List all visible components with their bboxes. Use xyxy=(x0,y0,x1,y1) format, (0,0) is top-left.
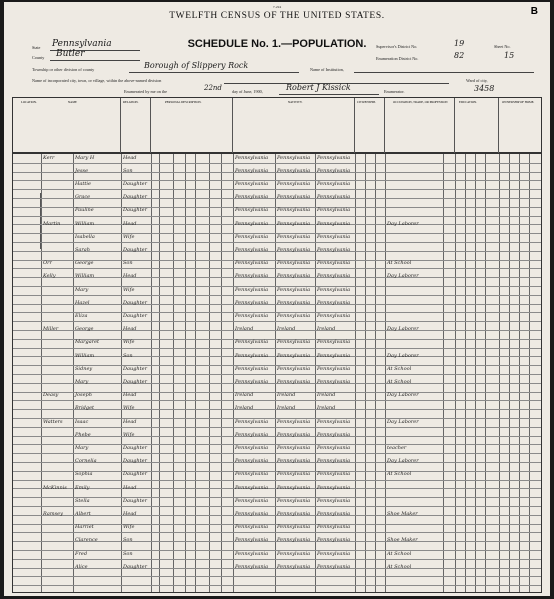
grid-row-rule xyxy=(13,295,541,296)
entry-occupation: At School xyxy=(387,550,412,557)
sheet-label: Sheet No. xyxy=(494,44,511,49)
entry-occupation: Shoe Maker xyxy=(387,510,418,517)
entry-birthplace: Pennsylvania xyxy=(235,537,269,544)
entry-birthplace: Ireland xyxy=(235,405,254,412)
stamp-number: 3458 xyxy=(474,84,495,93)
grid-column-rule xyxy=(151,154,152,592)
entry-relation: Daughter xyxy=(123,444,147,451)
entry-relation: Daughter xyxy=(123,299,147,306)
entry-relation: Wife xyxy=(123,524,135,531)
entry-mother-birthplace: Pennsylvania xyxy=(317,458,351,465)
entry-birthplace: Pennsylvania xyxy=(235,154,269,161)
grid-row-rule xyxy=(13,532,541,533)
entry-father-birthplace: Pennsylvania xyxy=(277,365,311,372)
entry-birthplace: Ireland xyxy=(235,326,254,333)
entry-birthplace: Pennsylvania xyxy=(235,194,269,201)
enumeration-label: Enumeration District No. xyxy=(376,56,419,61)
census-grid xyxy=(12,153,542,593)
entry-birthplace: Pennsylvania xyxy=(235,471,269,478)
entry-given-name: Phebe xyxy=(75,431,91,438)
entry-relation: Daughter xyxy=(123,497,147,504)
entry-given-name: George xyxy=(75,326,94,333)
entry-father-birthplace: Pennsylvania xyxy=(277,537,311,544)
entry-given-name: Mary xyxy=(75,378,89,385)
enumerated-label: Enumerated by me on the xyxy=(124,89,168,94)
enumerator-name: Robert J Kissick xyxy=(286,83,351,92)
entry-birthplace: Pennsylvania xyxy=(235,563,269,570)
entry-given-name: Sarah xyxy=(75,246,90,253)
entry-surname: Martin xyxy=(43,220,61,227)
entry-relation: Wife xyxy=(123,233,135,240)
entry-occupation: Day Laborer xyxy=(387,220,419,227)
entry-given-name: Alice xyxy=(75,563,88,570)
entry-relation: Daughter xyxy=(123,246,147,253)
entry-mother-birthplace: Pennsylvania xyxy=(317,524,351,531)
grid-row-rule xyxy=(13,427,541,428)
entry-father-birthplace: Pennsylvania xyxy=(277,497,311,504)
entry-father-birthplace: Ireland xyxy=(277,326,296,333)
township-value: Borough of Slippery Rock xyxy=(144,61,249,70)
entry-mother-birthplace: Pennsylvania xyxy=(317,233,351,240)
entry-mother-birthplace: Pennsylvania xyxy=(317,352,351,359)
entry-relation: Son xyxy=(123,550,133,557)
entry-father-birthplace: Pennsylvania xyxy=(277,524,311,531)
entry-father-birthplace: Pennsylvania xyxy=(277,273,311,280)
ward-label: Ward of city, xyxy=(466,78,488,83)
entry-occupation: Shoe Maker xyxy=(387,537,418,544)
entry-father-birthplace: Pennsylvania xyxy=(277,167,311,174)
entry-father-birthplace: Pennsylvania xyxy=(277,286,311,293)
entry-relation: Daughter xyxy=(123,312,147,319)
col-relation: RELATION. xyxy=(123,100,139,104)
enumerator-label: Enumerator. xyxy=(384,89,405,94)
entry-relation: Wife xyxy=(123,286,135,293)
supervisor-value: 19 xyxy=(454,39,465,48)
entry-birthplace: Pennsylvania xyxy=(235,352,269,359)
grid-row-rule xyxy=(13,374,541,375)
entry-given-name: Fred xyxy=(75,550,88,557)
grid-row-rule xyxy=(13,585,541,586)
entry-birthplace: Pennsylvania xyxy=(235,260,269,267)
entry-given-name: Margaret xyxy=(75,339,100,346)
entry-mother-birthplace: Pennsylvania xyxy=(317,497,351,504)
col-name: NAME xyxy=(68,100,77,104)
entry-father-birthplace: Pennsylvania xyxy=(277,194,311,201)
enumeration-value: 82 xyxy=(454,51,465,60)
supervisor-label: Supervisor's District No. xyxy=(376,44,418,49)
entry-given-name: Jesse xyxy=(75,167,89,174)
grid-column-rule xyxy=(233,154,234,592)
entry-birthplace: Pennsylvania xyxy=(235,220,269,227)
entry-father-birthplace: Pennsylvania xyxy=(277,550,311,557)
entry-given-name: Hazel xyxy=(75,299,90,306)
entry-given-name: Cornelia xyxy=(75,458,97,465)
entry-father-birthplace: Pennsylvania xyxy=(277,484,311,491)
entry-mother-birthplace: Pennsylvania xyxy=(317,418,351,425)
grid-row-rule xyxy=(13,242,541,243)
grid-column-rule xyxy=(173,154,174,592)
entry-given-name: Hattie xyxy=(75,180,91,187)
entry-surname: Kelly xyxy=(43,273,56,280)
entry-relation: Wife xyxy=(123,431,135,438)
grid-row-rule xyxy=(13,400,541,401)
entry-mother-birthplace: Pennsylvania xyxy=(317,260,351,267)
entry-birthplace: Pennsylvania xyxy=(235,246,269,253)
entry-mother-birthplace: Pennsylvania xyxy=(317,299,351,306)
entry-mother-birthplace: Pennsylvania xyxy=(317,365,351,372)
entry-mother-birthplace: Ireland xyxy=(317,392,336,399)
entry-relation: Son xyxy=(123,260,133,267)
entry-surname: McKinnis xyxy=(43,484,67,491)
entry-father-birthplace: Pennsylvania xyxy=(277,352,311,359)
entry-father-birthplace: Pennsylvania xyxy=(277,233,311,240)
entry-given-name: Mary xyxy=(75,286,89,293)
entry-mother-birthplace: Pennsylvania xyxy=(317,207,351,214)
form-number: 7-224 xyxy=(272,5,282,9)
entry-given-name: Bridget xyxy=(75,405,95,412)
entry-occupation: At School xyxy=(387,563,412,570)
entry-occupation: Day Laborer xyxy=(387,392,419,399)
entry-relation: Daughter xyxy=(123,378,147,385)
grid-row-rule xyxy=(13,453,541,454)
entry-given-name: Emily xyxy=(75,484,90,491)
entry-given-name: Mary xyxy=(75,444,89,451)
entry-father-birthplace: Pennsylvania xyxy=(277,339,311,346)
entry-mother-birthplace: Pennsylvania xyxy=(317,167,351,174)
entry-birthplace: Pennsylvania xyxy=(235,312,269,319)
grid-column-rule xyxy=(509,154,510,592)
entry-relation: Head xyxy=(123,154,137,161)
entry-occupation: At School xyxy=(387,378,412,385)
entry-given-name: Sidney xyxy=(75,365,93,372)
entry-father-birthplace: Pennsylvania xyxy=(277,180,311,187)
entry-mother-birthplace: Pennsylvania xyxy=(317,312,351,319)
entry-mother-birthplace: Pennsylvania xyxy=(317,444,351,451)
township-label: Township or other division of county xyxy=(32,67,95,72)
entry-occupation: Day Laborer xyxy=(387,418,419,425)
entry-father-birthplace: Pennsylvania xyxy=(277,220,311,227)
entry-given-name: Grace xyxy=(75,194,91,201)
entry-surname: Miller xyxy=(43,326,59,333)
entry-mother-birthplace: Pennsylvania xyxy=(317,550,351,557)
grid-column-rule xyxy=(159,154,160,592)
entry-father-birthplace: Pennsylvania xyxy=(277,378,311,385)
entry-relation: Son xyxy=(123,537,133,544)
entry-father-birthplace: Ireland xyxy=(277,405,296,412)
entry-birthplace: Pennsylvania xyxy=(235,431,269,438)
entry-relation: Daughter xyxy=(123,458,147,465)
entry-father-birthplace: Pennsylvania xyxy=(277,299,311,306)
grid-column-rule xyxy=(195,154,196,592)
entry-relation: Daughter xyxy=(123,365,147,372)
entry-surname: Deasy xyxy=(43,392,59,399)
grid-row-rule xyxy=(13,268,541,269)
entry-father-birthplace: Pennsylvania xyxy=(277,207,311,214)
enumerated-day: 22nd xyxy=(204,84,222,92)
entry-given-name: Isaac xyxy=(75,418,89,425)
entry-father-birthplace: Pennsylvania xyxy=(277,471,311,478)
entry-father-birthplace: Pennsylvania xyxy=(277,246,311,253)
entry-given-name: Isabella xyxy=(75,233,95,240)
col-occupation: OCCUPATION, TRADE, OR PROFESSION xyxy=(393,100,448,104)
entry-relation: Son xyxy=(123,167,133,174)
entry-given-name: Clarence xyxy=(75,537,98,544)
grid-row-rule xyxy=(13,216,541,217)
schedule-title: SCHEDULE No. 1.—POPULATION. xyxy=(187,38,367,50)
entry-birthplace: Ireland xyxy=(235,392,254,399)
entry-relation: Daughter xyxy=(123,194,147,201)
entry-given-name: William xyxy=(75,273,95,280)
grid-column-rule xyxy=(475,154,476,592)
entry-father-birthplace: Pennsylvania xyxy=(277,431,311,438)
col-education: EDUCATION. xyxy=(459,100,477,104)
grid-column-rule xyxy=(275,154,276,592)
sheet-letter: B xyxy=(530,6,538,17)
entry-relation: Wife xyxy=(123,339,135,346)
entry-birthplace: Pennsylvania xyxy=(235,207,269,214)
entry-birthplace: Pennsylvania xyxy=(235,180,269,187)
entry-birthplace: Pennsylvania xyxy=(235,299,269,306)
entry-mother-birthplace: Pennsylvania xyxy=(317,286,351,293)
grid-row-rule xyxy=(13,163,541,164)
sheet-value: 15 xyxy=(504,51,515,60)
entry-relation: Head xyxy=(123,484,137,491)
grid-column-rule xyxy=(443,154,444,592)
entry-occupation: Day Laborer xyxy=(387,352,419,359)
col-location: LOCATION. xyxy=(21,100,37,104)
column-header-box xyxy=(12,97,542,153)
entry-given-name: Harriet xyxy=(75,524,94,531)
entry-mother-birthplace: Pennsylvania xyxy=(317,378,351,385)
grid-row-rule xyxy=(13,189,541,190)
entry-relation: Daughter xyxy=(123,471,147,478)
entry-given-name: William xyxy=(75,352,95,359)
entry-given-name: Albert xyxy=(75,510,91,517)
grid-column-rule xyxy=(355,154,356,592)
entry-mother-birthplace: Pennsylvania xyxy=(317,537,351,544)
grid-column-rule xyxy=(499,154,500,592)
grid-column-rule xyxy=(41,154,42,592)
entry-relation: Daughter xyxy=(123,180,147,187)
entry-birthplace: Pennsylvania xyxy=(235,444,269,451)
grid-column-rule xyxy=(121,154,122,592)
entry-mother-birthplace: Pennsylvania xyxy=(317,246,351,253)
entry-father-birthplace: Pennsylvania xyxy=(277,312,311,319)
county-value: Butler xyxy=(56,49,85,59)
grid-column-rule xyxy=(455,154,456,592)
entry-mother-birthplace: Pennsylvania xyxy=(317,220,351,227)
grid-row-rule xyxy=(13,348,541,349)
entry-father-birthplace: Pennsylvania xyxy=(277,563,311,570)
entry-mother-birthplace: Pennsylvania xyxy=(317,563,351,570)
entry-birthplace: Pennsylvania xyxy=(235,339,269,346)
grid-column-rule xyxy=(209,154,210,592)
entry-occupation: Day Laborer xyxy=(387,458,419,465)
grid-column-rule xyxy=(485,154,486,592)
grid-column-rule xyxy=(365,154,366,592)
entry-given-name: Mary H xyxy=(75,154,95,161)
entry-given-name: Joseph xyxy=(75,392,92,399)
entry-relation: Daughter xyxy=(123,563,147,570)
grid-row-rule xyxy=(13,321,541,322)
col-nativity: NATIVITY. xyxy=(288,100,303,104)
entry-father-birthplace: Pennsylvania xyxy=(277,510,311,517)
grid-row-rule xyxy=(13,576,541,577)
state-value: Pennsylvania xyxy=(52,39,112,49)
incorporated-label: Name of incorporated city, town, or village, within the above-named division xyxy=(32,78,162,83)
entry-surname: Orr xyxy=(43,260,52,267)
entry-given-name: Sophia xyxy=(75,471,93,478)
grid-column-rule xyxy=(519,154,520,592)
entry-father-birthplace: Ireland xyxy=(277,392,296,399)
entry-given-name: Stella xyxy=(75,497,90,504)
entry-mother-birthplace: Pennsylvania xyxy=(317,484,351,491)
entry-mother-birthplace: Pennsylvania xyxy=(317,339,351,346)
entry-father-birthplace: Pennsylvania xyxy=(277,154,311,161)
entry-mother-birthplace: Pennsylvania xyxy=(317,180,351,187)
entry-occupation: Day Laborer xyxy=(387,273,419,280)
col-personal: PERSONAL DESCRIPTION. xyxy=(165,100,202,104)
entry-birthplace: Pennsylvania xyxy=(235,550,269,557)
entry-birthplace: Pennsylvania xyxy=(235,365,269,372)
entry-relation: Wife xyxy=(123,405,135,412)
entry-surname: Watters xyxy=(43,418,63,425)
entry-surname: Kerr xyxy=(43,154,55,161)
entry-birthplace: Pennsylvania xyxy=(235,273,269,280)
census-sheet xyxy=(4,2,550,596)
entry-given-name: Pauline xyxy=(75,207,94,214)
entry-birthplace: Pennsylvania xyxy=(235,510,269,517)
entry-occupation: At School xyxy=(387,260,412,267)
grid-row-rule xyxy=(13,506,541,507)
grid-column-rule xyxy=(385,154,386,592)
grid-row-rule xyxy=(13,559,541,560)
entry-mother-birthplace: Pennsylvania xyxy=(317,431,351,438)
grid-column-rule xyxy=(315,154,316,592)
grid-column-rule xyxy=(375,154,376,592)
county-label: County xyxy=(32,55,45,60)
entry-mother-birthplace: Pennsylvania xyxy=(317,510,351,517)
col-ownership: OWNERSHIP OF HOME. xyxy=(502,100,535,104)
entry-father-birthplace: Pennsylvania xyxy=(277,418,311,425)
grid-column-rule xyxy=(185,154,186,592)
entry-birthplace: Pennsylvania xyxy=(235,167,269,174)
entry-mother-birthplace: Ireland xyxy=(317,326,336,333)
entry-mother-birthplace: Ireland xyxy=(317,405,336,412)
entry-relation: Head xyxy=(123,220,137,227)
entry-given-name: Eliza xyxy=(75,312,88,319)
grid-column-rule xyxy=(465,154,466,592)
entry-relation: Head xyxy=(123,510,137,517)
entry-mother-birthplace: Pennsylvania xyxy=(317,194,351,201)
entry-birthplace: Pennsylvania xyxy=(235,378,269,385)
day-of-label: day of June, 1900, xyxy=(232,89,263,94)
entry-father-birthplace: Pennsylvania xyxy=(277,444,311,451)
entry-relation: Head xyxy=(123,392,137,399)
census-title: TWELFTH CENSUS OF THE UNITED STATES. xyxy=(169,11,385,21)
entry-mother-birthplace: Pennsylvania xyxy=(317,273,351,280)
entry-birthplace: Pennsylvania xyxy=(235,497,269,504)
entry-birthplace: Pennsylvania xyxy=(235,484,269,491)
entry-occupation: At School xyxy=(387,471,412,478)
grid-column-rule xyxy=(73,154,74,592)
entry-birthplace: Pennsylvania xyxy=(235,458,269,465)
entry-birthplace: Pennsylvania xyxy=(235,524,269,531)
entry-relation: Head xyxy=(123,418,137,425)
entry-occupation: Day Laborer xyxy=(387,326,419,333)
entry-surname: Ramsey xyxy=(43,510,63,517)
entry-relation: Head xyxy=(123,326,137,333)
entry-father-birthplace: Pennsylvania xyxy=(277,458,311,465)
entry-birthplace: Pennsylvania xyxy=(235,233,269,240)
grid-column-rule xyxy=(221,154,222,592)
institution-label: Name of Institution, xyxy=(310,67,344,72)
entry-mother-birthplace: Pennsylvania xyxy=(317,471,351,478)
grid-row-rule xyxy=(13,480,541,481)
entry-given-name: William xyxy=(75,220,95,227)
grid-column-rule xyxy=(529,154,530,592)
entry-birthplace: Pennsylvania xyxy=(235,286,269,293)
entry-mother-birthplace: Pennsylvania xyxy=(317,154,351,161)
entry-relation: Son xyxy=(123,352,133,359)
entry-occupation: teacher xyxy=(387,444,407,451)
entry-father-birthplace: Pennsylvania xyxy=(277,260,311,267)
col-citizenship: CITIZENSHIP. xyxy=(357,100,376,104)
entry-occupation: At School xyxy=(387,365,412,372)
entry-given-name: George xyxy=(75,260,94,267)
entry-birthplace: Pennsylvania xyxy=(235,418,269,425)
state-label: State xyxy=(32,45,41,50)
entry-relation: Head xyxy=(123,273,137,280)
entry-relation: Daughter xyxy=(123,207,147,214)
